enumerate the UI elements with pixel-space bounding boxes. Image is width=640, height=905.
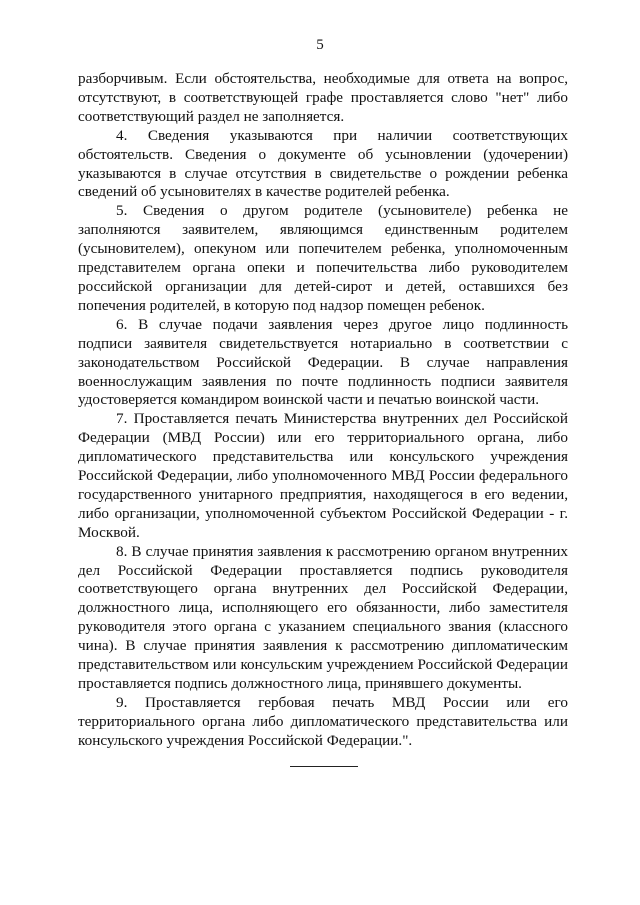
paragraph-continuation: разборчивым. Если обстоятельства, необходимые для ответа на вопрос, отсутствуют, в соответствующей графе проставляется слово "нет" либо соответствующий раздел не заполняется. xyxy=(78,70,568,125)
paragraph-item-4: 4. Сведения указываются при наличии соответствующих обстоятельств. Сведения о документе об усыновлении (удочерении) указываются в случае отсутствия в свидетельстве о рождении ребенка сведений об усыновителях в качестве родителей ребенка. xyxy=(78,126,568,201)
paragraph-item-7: 7. Проставляется печать Министерства внутренних дел Российской Федерации (МВД России) или его территориального органа, либо дипломатического представительства или консульского учреждения Российской Федерации, либо уполномоченного МВД России федерального государственного унитарного предприятия, находящегося в его ведении, либо организации, уполномоченной субъектом Российской Федерации - г. Москвой. xyxy=(78,410,568,541)
paragraph-item-6: 6. В случае подачи заявления через другое лицо подлинность подписи заявителя свидетельствуется нотариально в соответствии с законодательством Российской Федерации. В случае направления военнослужащим заявления по почте подлинность подписи заявителя удостоверяется командиром воинской части и печатью воинской части. xyxy=(78,315,568,409)
end-separator-line xyxy=(290,766,358,767)
paragraph-item-8: 8. В случае принятия заявления к рассмотрению органом внутренних дел Российской Федерации проставляется подпись руководителя соответствующего органа внутренних дел Российской Федерации, должностного лица, исполняющего его обязанности, либо заместителя руководителя этого органа с указанием специального звания (классного чина). В случае принятия заявления к рассмотрению дипломатическим представительством или консульским учреждением Российской Федерации проставляется подпись должностного лица, принявшего документы. xyxy=(78,542,568,692)
paragraph-item-9: 9. Проставляется гербовая печать МВД России или его территориального органа либо дипломатического представительства или консульского учреждения Российской Федерации.". xyxy=(78,693,568,749)
page-number: 5 xyxy=(316,37,324,53)
paragraph-item-5: 5. Сведения о другом родителе (усыновителе) ребенка не заполняются заявителем, являющимся единственным родителем (усыновителем), опекуном или попечителем ребенка, уполномоченным представителем органа опеки и попечительства либо руководителем российской организации для детей-сирот и детей, оставшихся без попечения родителей, в которую под надзор помещен ребенок. xyxy=(78,202,568,314)
document-body xyxy=(78,70,568,751)
